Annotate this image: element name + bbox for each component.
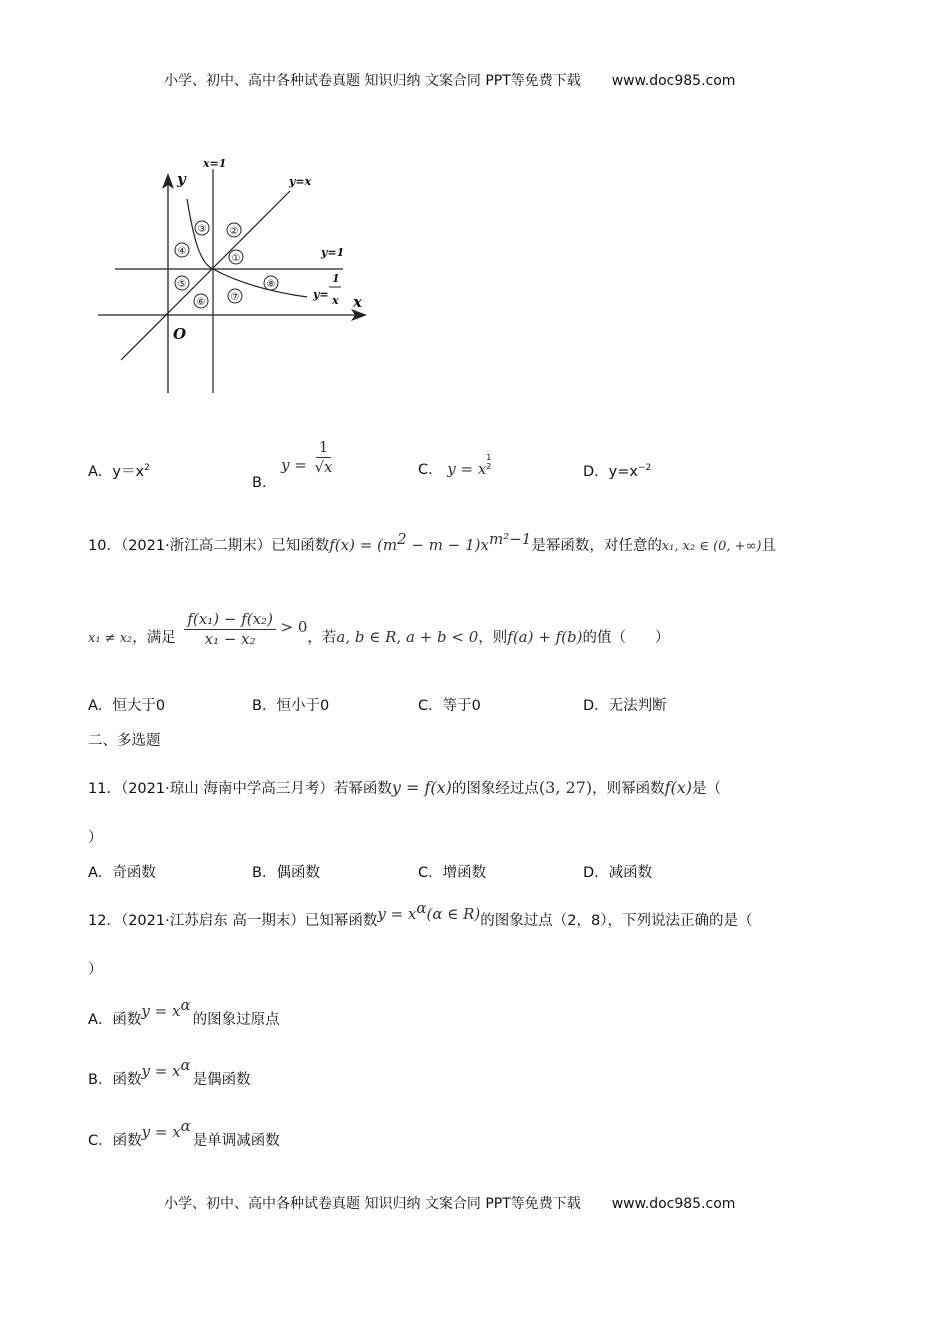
section-title-multi-choice: 二、多选题 (88, 733, 161, 749)
q11-option-a: A．奇函数 (88, 865, 156, 881)
label-y-axis: y (177, 170, 186, 188)
q12-option-a: A．函数$y = x^\alpha$的图象过原点 (88, 996, 280, 1028)
q12-stem: 12．（2021·江苏启东 高一期末）已知幂函数$y = x^\alpha(\alpha$ ∈ R)的图象过点（2，8），下列说法正确的是（ (88, 899, 753, 929)
q11-stem: 11．（2021·琼山 海南中学高三月考）若幂函数y = f(x)的图象经过点(3, 27)，则幂函数f(x)是（ (88, 778, 722, 797)
header-url: www.doc985.com (611, 73, 736, 89)
q10-stem-line2: x₁ ≠ x₂，满足 $\frac{\text{f(x₁) − f(x₂)}}{\text{x₁ − x₂}}$ > 0，若a, b ∈ R, a + b < 0，则f(a) + f(b)的值（ ） (88, 610, 670, 648)
q10-option-c: C．等于0 (418, 698, 481, 714)
label-y-eq-1: y=1 (321, 246, 345, 259)
q12-stem-close: ） (88, 962, 103, 978)
footer-text: 小学、初中、高中各种试卷真题 知识归纳 文案合同 PPT等免费下载 (164, 1196, 581, 1212)
q10-option-a: A．恒大于0 (88, 698, 166, 714)
curve-y-eq-1-over-x (187, 199, 307, 297)
header-text: 小学、初中、高中各种试卷真题 知识归纳 文案合同 PPT等免费下载 (164, 73, 581, 89)
region-markers (175, 221, 278, 308)
label-x-eq-1: x=1 (203, 157, 227, 170)
region-5: ⑤ (177, 279, 187, 290)
footer-url: www.doc985.com (611, 1196, 736, 1212)
q9-b-fraction: $\frac{1}{√x}$ (314, 438, 333, 476)
label-recip-prefix: y= (313, 288, 329, 301)
line-y-eq-x (121, 191, 290, 360)
q10-option-d: D．无法判断 (583, 698, 667, 714)
region-7: ⑦ (230, 292, 240, 303)
q12-option-b: B．函数$y = x^\alpha$是偶函数 (88, 1056, 251, 1088)
q11-stem-close: ） (88, 830, 103, 846)
label-recip-num: 1 (332, 272, 340, 285)
q9-option-b: B． y = $\frac{1}{√x}$ (252, 440, 336, 475)
label-origin: O (173, 325, 187, 343)
q10-option-b: B．恒小于0 (252, 698, 330, 714)
q9-option-a: A．$y=x^2$ (88, 463, 150, 480)
page-header (164, 70, 735, 90)
q11-option-d: D．减函数 (583, 865, 653, 881)
label-y-eq-x: y=x (289, 175, 312, 188)
q10-difference-quotient: $\frac{\text{f(x₁) − f(x₂)}}{\text{x₁ − x₂}}$ (184, 612, 276, 647)
q11-option-b: B．偶函数 (252, 865, 320, 881)
q10-stem-line1: 10．（2021·浙江高二期末）已知函数$f(x) = (m^2 - m - 1)x^{m^2-1}$是幂函数，对任意的x₁, x₂ ∈ (0, +∞)且 (88, 530, 776, 554)
region-6: ⑥ (196, 297, 206, 308)
region-1: ① (231, 253, 241, 264)
power-function-graph (95, 155, 385, 400)
page-footer (164, 1193, 735, 1213)
region-4: ④ (177, 246, 187, 257)
q9-option-d: D．$y=x^{-2}$ (583, 463, 652, 480)
region-8: ⑧ (266, 279, 276, 290)
region-3: ③ (197, 224, 207, 235)
region-2: ② (229, 226, 239, 237)
label-recip-den: x (332, 294, 339, 307)
q12-option-c: C．函数$y = x^\alpha$是单调减函数 (88, 1117, 280, 1149)
q9-option-c: C． y = x 1 2 (418, 453, 492, 478)
label-x-axis: x (353, 293, 362, 311)
q11-option-c: C．增函数 (418, 865, 487, 881)
